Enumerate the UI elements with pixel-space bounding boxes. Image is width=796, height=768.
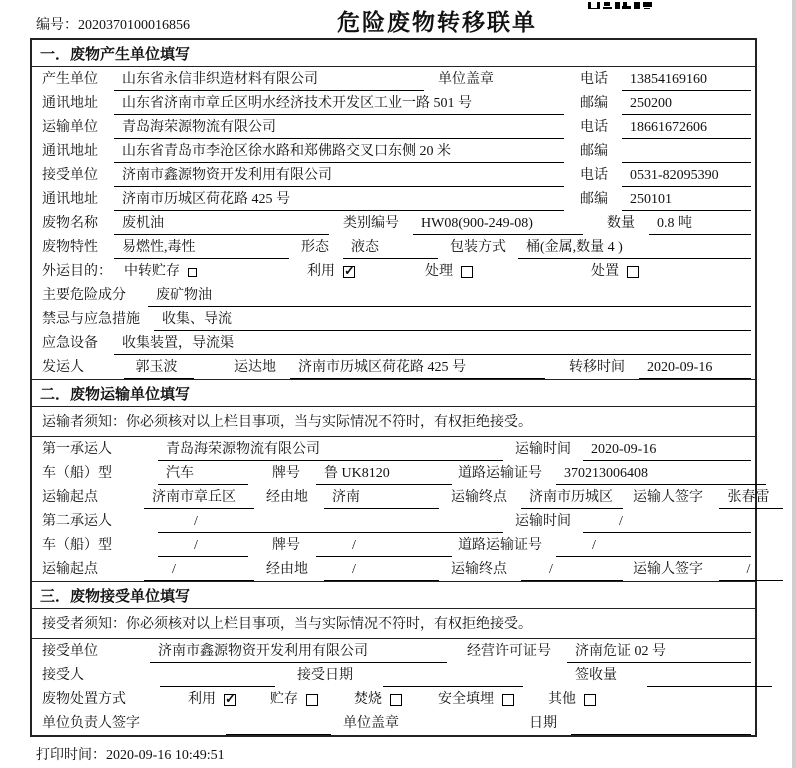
road-permit-label: 道路运输证号	[458, 466, 542, 481]
character-field: 易燃性,毒性	[114, 236, 289, 259]
producer-phone-field: 13854169160	[622, 72, 751, 91]
packing-field: 桶(金属,数量 4 )	[518, 236, 751, 259]
unit-seal-label: 单位盖章	[438, 72, 494, 87]
option-label: 其他	[548, 692, 576, 707]
acceptor-label: 接受人	[42, 668, 84, 683]
carrier1-end-field: 济南市历城区	[521, 486, 623, 509]
purpose-option-dispose	[591, 260, 639, 283]
hazard-field: 废矿物油	[148, 284, 751, 307]
acceptor-row	[32, 663, 755, 687]
doc-number-value: 2020370100016856	[78, 18, 190, 33]
waste-character-row	[32, 235, 755, 259]
hazard-row	[32, 283, 755, 307]
receiver-row	[32, 163, 755, 187]
phone-label: 电话	[580, 120, 608, 135]
transport-time-label: 运输时间	[515, 514, 571, 529]
packing-label: 包装方式	[450, 240, 506, 255]
accept-date-field	[383, 684, 523, 687]
option-label: 处理	[425, 264, 453, 279]
transfer-time-field: 2020-09-16	[639, 360, 751, 379]
purpose-label: 外运目的：	[42, 264, 112, 279]
via-label: 经由地	[266, 562, 308, 577]
carrier1-time-field: 2020-09-16	[583, 442, 751, 461]
transporter-label: 运输单位	[42, 120, 98, 135]
category-label: 类别编号	[343, 216, 399, 231]
received-qty-label: 签收量	[575, 668, 617, 683]
checkbox-unchecked-icon	[461, 266, 473, 278]
carrier1-vehicle-field: 汽车	[158, 462, 248, 485]
sender-label: 发运人	[42, 360, 84, 375]
plate-label: 牌号	[272, 466, 300, 481]
sender-row	[32, 355, 755, 379]
end-label: 运输终点	[451, 562, 507, 577]
head-sign-label: 单位负责人签字	[42, 716, 140, 731]
carrier2-row	[32, 509, 755, 533]
carrier2-vehicle-field: /	[158, 538, 248, 557]
phone-label: 电话	[580, 168, 608, 183]
checkbox-unchecked-icon	[306, 694, 318, 706]
producer-row	[32, 67, 755, 91]
manifest-form	[30, 38, 770, 737]
carrier2-end-field: /	[521, 562, 623, 581]
document-header	[0, 0, 796, 38]
section3-body	[32, 639, 755, 735]
carrier1-label: 第一承运人	[42, 442, 112, 457]
accept-unit-row	[32, 639, 755, 663]
phone-label: 电话	[580, 72, 608, 87]
receiver-zip-field: 250101	[622, 192, 751, 211]
option-label: 利用	[188, 692, 216, 707]
waste-name-row	[32, 211, 755, 235]
checkbox-checked-icon	[343, 266, 355, 278]
form-field: 液态	[343, 236, 438, 259]
waste-name-label: 废物名称	[42, 216, 98, 231]
carrier1-via-field: 济南	[324, 486, 439, 509]
producer-label: 产生单位	[42, 72, 98, 87]
transporter-zip-field	[622, 160, 751, 163]
quantity-label: 数量	[607, 216, 635, 231]
license-field: 济南危证 02 号	[567, 640, 751, 663]
quantity-field: 0.8 吨	[649, 212, 751, 235]
carrier1-permit-field: 370213006408	[556, 466, 766, 485]
receiver-notice: 接受者须知：你必须核对以上栏目事项，当与实际情况不符时，有权拒绝接受。	[32, 609, 755, 639]
carrier2-permit-field: /	[556, 538, 751, 557]
disposal-option-other	[548, 688, 596, 711]
head-signature-row	[32, 711, 755, 735]
carrier2-name-field: /	[158, 514, 503, 533]
section1-header: 一．废物产生单位填写	[32, 40, 755, 67]
taboo-row	[32, 307, 755, 331]
equipment-label: 应急设备	[42, 336, 98, 351]
address-label: 通讯地址	[42, 192, 98, 207]
sign-date-label: 日期	[529, 716, 557, 731]
producer-zip-field: 250200	[622, 96, 751, 115]
window-edge	[792, 0, 796, 768]
checkbox-unchecked-icon	[627, 266, 639, 278]
section2-body	[32, 437, 770, 581]
print-time	[0, 737, 796, 764]
taboo-field: 收集、导流	[154, 308, 751, 331]
sender-field: 郭玉波	[124, 356, 194, 379]
carrier2-sign-field: /	[719, 562, 783, 581]
purpose-option-recycle	[307, 260, 355, 283]
checkbox-unchecked-icon	[390, 694, 402, 706]
disposal-option-landfill	[438, 688, 514, 711]
carrier2-label: 第二承运人	[42, 514, 112, 529]
vehicle-type-label: 车（船）型	[42, 538, 112, 553]
transport-time-label: 运输时间	[515, 442, 571, 457]
origin-label: 运输起点	[42, 490, 98, 505]
checkbox-unchecked-icon	[584, 694, 596, 706]
character-label: 废物特性	[42, 240, 98, 255]
accept-date-label: 接受日期	[297, 668, 353, 683]
option-label: 贮存	[270, 692, 298, 707]
destination-field: 济南市历城区荷花路 425 号	[290, 356, 545, 379]
producer-name-field: 山东省永信非织造材料有限公司	[114, 68, 424, 91]
page-title: 危险废物转移联单	[337, 9, 537, 35]
option-label: 安全填埋	[438, 692, 494, 707]
address-label: 通讯地址	[42, 96, 98, 111]
equipment-row	[32, 331, 755, 355]
receiver-label: 接受单位	[42, 168, 98, 183]
receiver-address-field: 济南市历城区荷花路 425 号	[114, 188, 564, 211]
zip-label: 邮编	[580, 96, 608, 111]
producer-address-field: 山东省济南市章丘区明水经济技术开发区工业一路 501 号	[114, 92, 564, 115]
section1-body	[32, 67, 755, 379]
section3-header: 三．废物接受单位填写	[32, 581, 755, 609]
checkbox-unchecked-icon	[188, 268, 197, 277]
received-qty-field	[647, 684, 772, 687]
producer-address-row	[32, 91, 755, 115]
option-label: 处置	[591, 264, 619, 279]
receiver-name-field: 济南市鑫源物资开发利用有限公司	[114, 164, 564, 187]
transporter-address-field: 山东省青岛市李沧区徐水路和郑佛路交叉口东侧 20 米	[114, 140, 564, 163]
carrier1-name-field: 青岛海荣源物流有限公司	[158, 438, 503, 461]
acceptor-field	[160, 684, 275, 687]
transporter-address-row	[32, 139, 755, 163]
carrier1-origin-field: 济南市章丘区	[144, 486, 254, 509]
carrier2-via-field: /	[324, 562, 439, 581]
address-label: 通讯地址	[42, 144, 98, 159]
accept-unit-label: 接受单位	[42, 644, 98, 659]
road-permit-label: 道路运输证号	[458, 538, 542, 553]
checkbox-checked-icon	[224, 694, 236, 706]
carrier1-row	[32, 437, 755, 461]
unit-seal-label: 单位盖章	[343, 716, 399, 731]
equipment-field: 收集装置，导流渠	[114, 332, 751, 355]
license-label: 经营许可证号	[467, 644, 551, 659]
origin-label: 运输起点	[42, 562, 98, 577]
option-label: 利用	[307, 264, 335, 279]
print-time-label: 打印时间：	[36, 748, 106, 763]
disposal-method-label: 废物处置方式	[42, 692, 126, 707]
carrier1-sign-field: 张春雷	[719, 486, 783, 509]
doc-number-label: 编号：	[36, 18, 78, 33]
option-label: 中转贮存	[124, 264, 180, 279]
checkbox-unchecked-icon	[502, 694, 514, 706]
transporter-phone-field: 18661672606	[622, 120, 751, 139]
carrier1-plate-field: 鲁 UK8120	[316, 462, 452, 485]
carrier1-route-row	[32, 485, 770, 509]
receiver-phone-field: 0531-82095390	[622, 168, 751, 187]
purpose-row	[32, 259, 755, 283]
via-label: 经由地	[266, 490, 308, 505]
carrier2-plate-field: /	[316, 538, 452, 557]
carrier2-route-row	[32, 557, 755, 581]
hazard-label: 主要危险成分	[42, 288, 126, 303]
sign-date-field	[571, 732, 751, 735]
zip-label: 邮编	[580, 144, 608, 159]
option-label: 焚烧	[354, 692, 382, 707]
carrier2-origin-field: /	[144, 562, 254, 581]
end-label: 运输终点	[451, 490, 507, 505]
waste-name-field: 废机油	[114, 212, 329, 235]
transporter-name-field: 青岛海荣源物流有限公司	[114, 116, 564, 139]
carrier2-vehicle-row	[32, 533, 755, 557]
receiver-address-row	[32, 187, 755, 211]
carrier1-vehicle-row	[32, 461, 755, 485]
section2-header: 二．废物运输单位填写	[32, 379, 755, 407]
transporter-notice: 运输者须知：你必须核对以上栏目事项，当与实际情况不符时，有权拒绝接受。	[32, 407, 755, 437]
plate-label: 牌号	[272, 538, 300, 553]
vehicle-type-label: 车（船）型	[42, 466, 112, 481]
destination-label: 运达地	[234, 360, 276, 375]
taboo-label: 禁忌与应急措施	[42, 312, 140, 327]
disposal-method-row	[32, 687, 755, 711]
category-field: HW08(900-249-08)	[413, 216, 583, 235]
disposal-option-recycle	[188, 688, 236, 711]
transporter-row	[32, 115, 755, 139]
qr-code-partial-icon	[588, 0, 652, 9]
head-sign-field	[226, 732, 331, 735]
accept-unit-field: 济南市鑫源物资开发利用有限公司	[150, 640, 447, 663]
purpose-option-treat	[425, 260, 473, 283]
disposal-option-incinerate	[354, 688, 402, 711]
carrier-sign-label: 运输人签字	[633, 490, 703, 505]
zip-label: 邮编	[580, 192, 608, 207]
form-label: 形态	[301, 240, 329, 255]
carrier2-time-field: /	[583, 514, 751, 533]
transfer-time-label: 转移时间	[569, 360, 625, 375]
purpose-option-transfer-storage	[124, 260, 197, 283]
print-time-value: 2020-09-16 10:49:51	[106, 748, 225, 763]
carrier-sign-label: 运输人签字	[633, 562, 703, 577]
disposal-option-storage	[270, 688, 318, 711]
